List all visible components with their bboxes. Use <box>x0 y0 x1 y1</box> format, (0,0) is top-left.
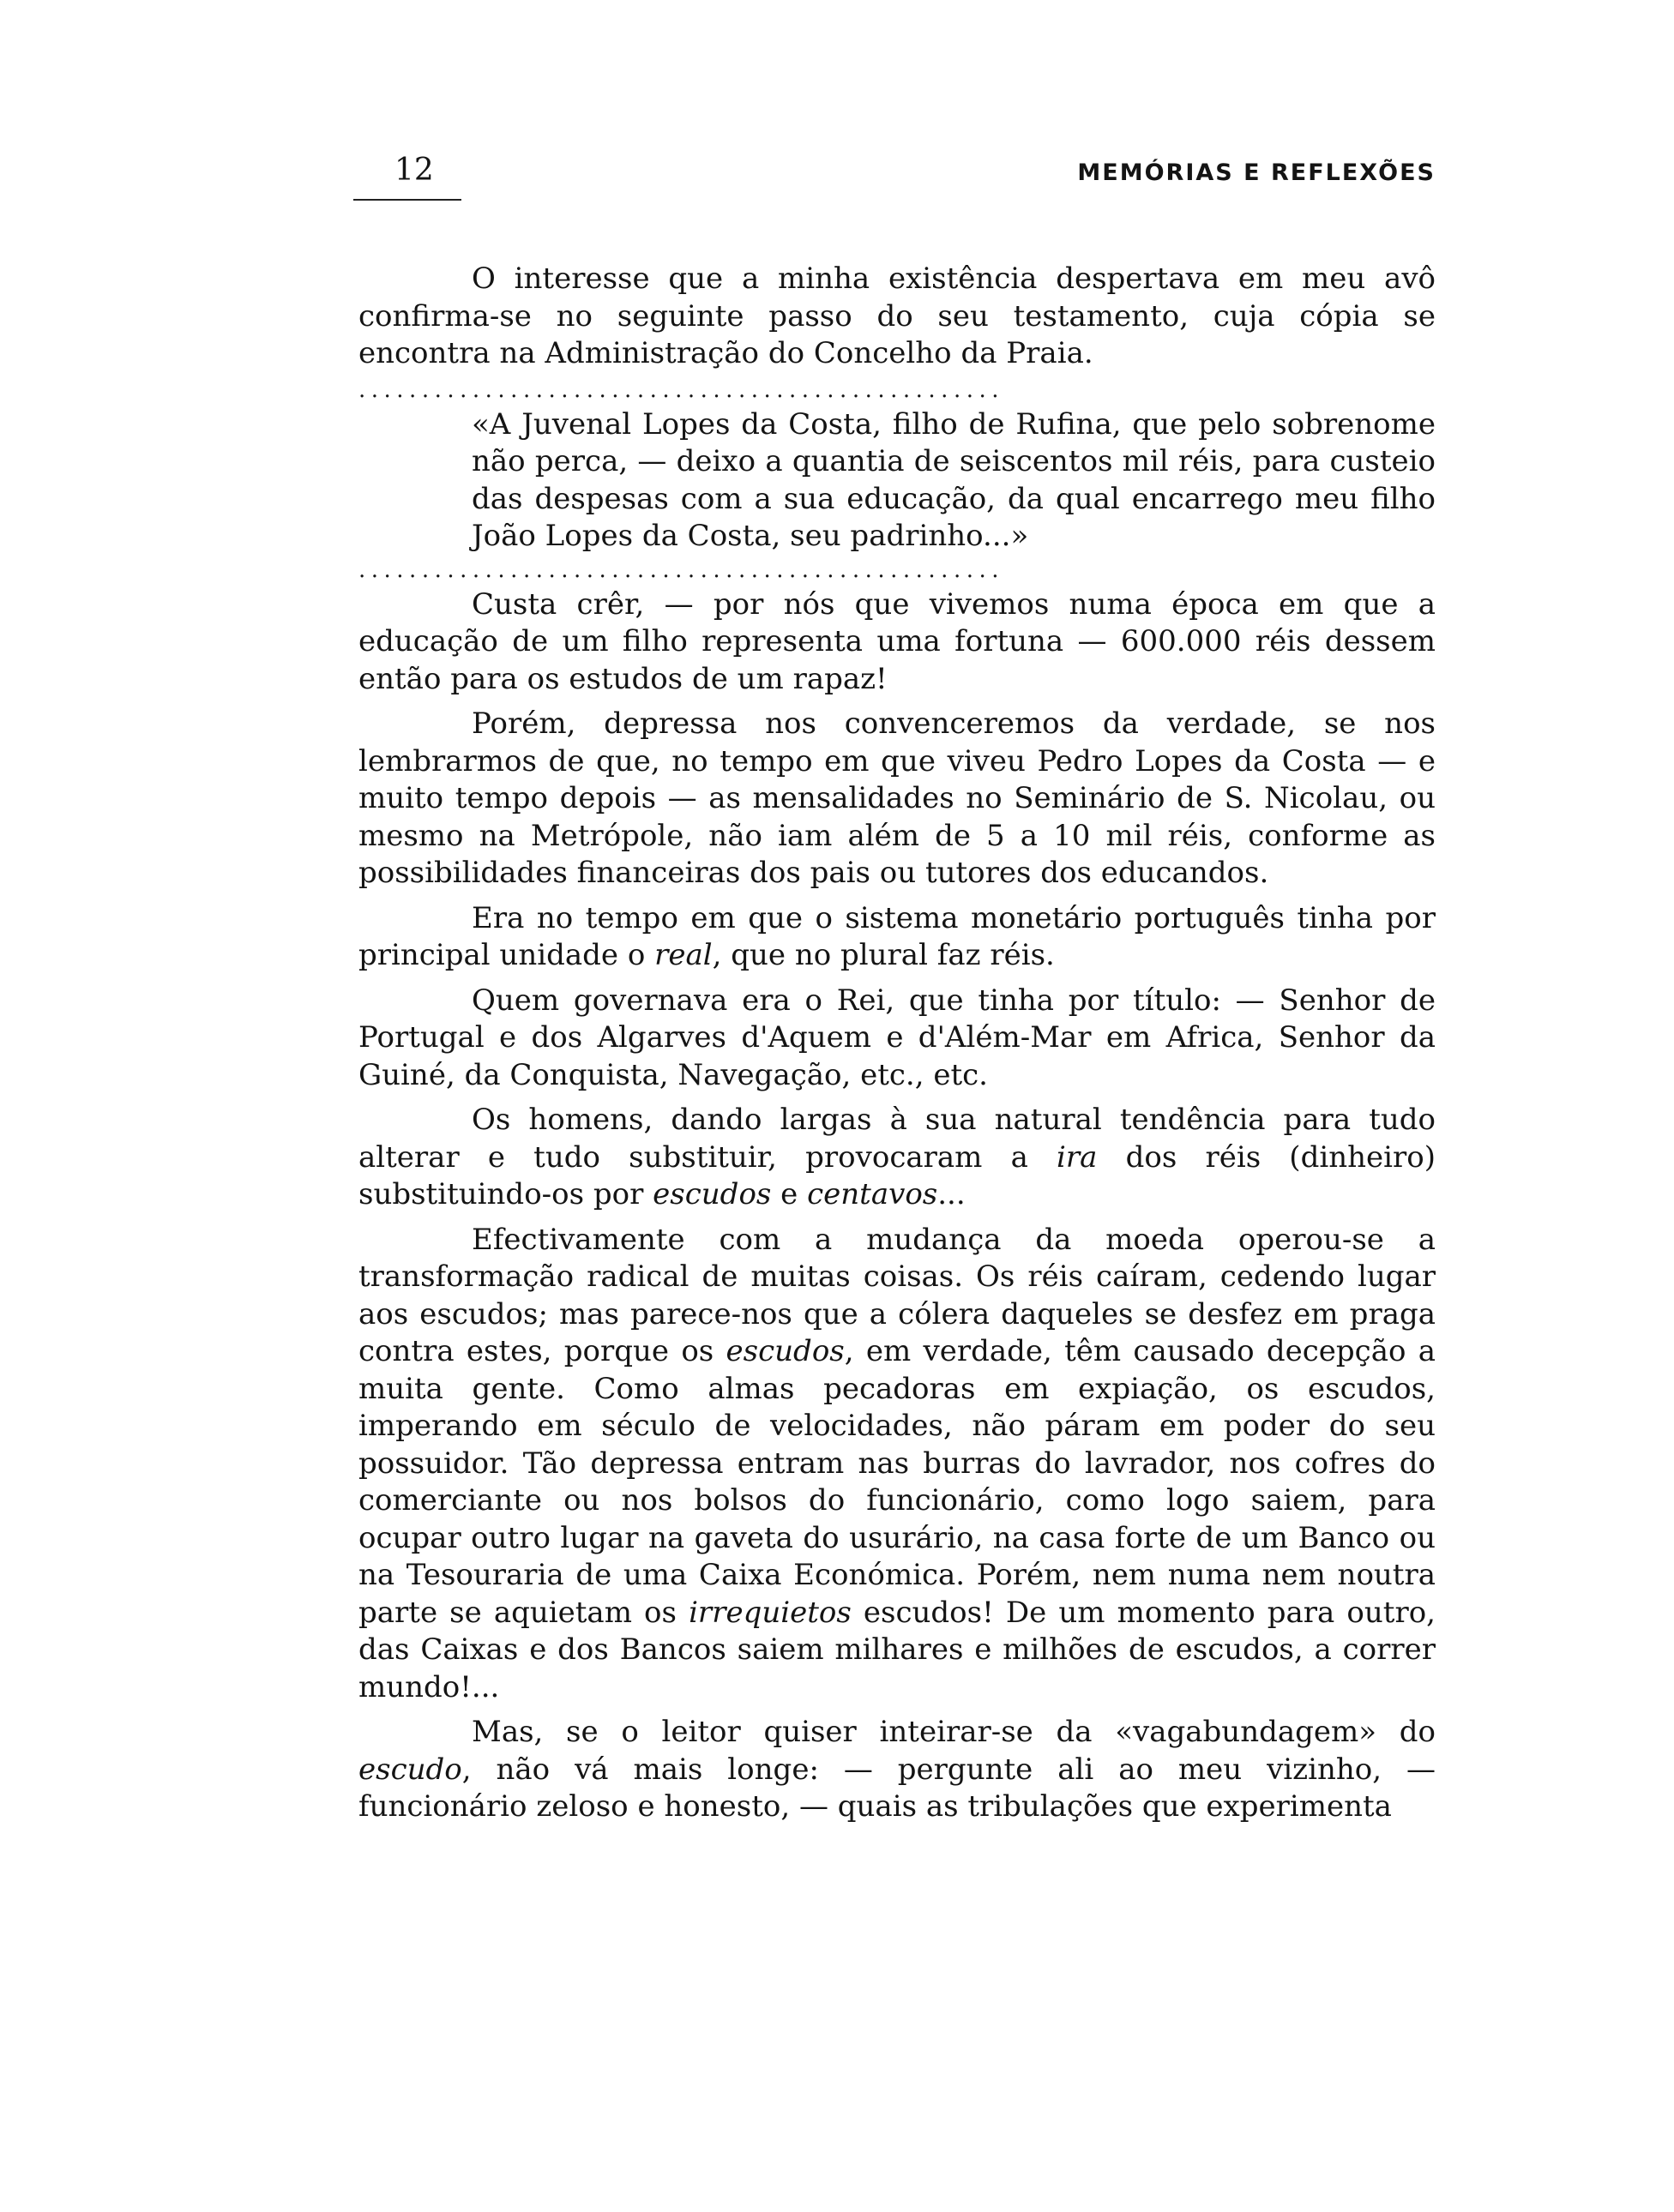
paragraph-1: O interesse que a minha existência despertava em meu avô confirma-se no seguinte passo do seu testamento, cuja cópia se encontra na Administração do Concelho da Praia. <box>358 261 1436 370</box>
paragraph-7-text-a: Efectivamente com a mudança da moeda operou-se a transformação radical de muitas coisas. Os réis caíram, cedendo lugar aos escudos; mas parece-nos que a cólera daqueles se desfez em praga contra estes, porque os <box>358 1222 1436 1368</box>
paragraph-5: Quem governava era o Rei, que tinha por título: — Senhor de Portugal e dos Algarves d'Aquem e d'Além-Mar em Africa, Senhor da Guiné, da Conquista, Navegação, etc., etc. <box>358 983 1436 1092</box>
paragraph-7-text-c: escudos! De um momento para outro, das Caixas e dos Bancos saiem milhares e milhões de escudos, a correr mundo!... <box>358 1595 1436 1704</box>
ellipsis-line-1: ................................................... <box>358 380 1004 400</box>
paragraph-2: Custa crêr, — por nós que vivemos numa época em que a educação de um filho representa uma fortuna — 600.000 réis dessem então para os estudos de um rapaz! <box>358 586 1436 696</box>
page-number-rule <box>353 199 461 201</box>
paragraph-4-text-a: Era no tempo em que o sistema monetário português tinha por principal unidade o <box>358 900 1436 972</box>
paragraph-8-text-a: Mas, se o leitor quiser inteirar-se da «vagabundagem» do <box>472 1715 1436 1749</box>
paragraph-6-text-a: Os homens, dando largas à sua natural tendência para tudo alterar e tudo substituir, provocaram a <box>358 1103 1436 1175</box>
paragraph-6 <box>358 1102 1436 1214</box>
paragraph-6-emphasis-1: ira <box>1057 1139 1098 1175</box>
paragraph-7-emphasis-2: irrequietos <box>689 1595 852 1630</box>
paragraph-7-emphasis-1: escudos <box>726 1334 845 1368</box>
body-text <box>358 261 1436 1834</box>
page-number: 12 <box>394 153 434 188</box>
paragraph-8 <box>358 1714 1436 1826</box>
page-header <box>353 153 1436 204</box>
paragraph-8-text-b: , não vá mais longe: — pergunte ali ao meu vizinho, — funcionário zeloso e honesto, — quais as tribulações que experimenta <box>358 1752 1436 1824</box>
paragraph-4-text-b: , que no plural faz réis. <box>712 938 1055 972</box>
testament-quote: «A Juvenal Lopes da Costa, filho de Rufina, que pelo sobrenome não perca, — deixo a quantia de seiscentos mil réis, para custeio das despesas com a sua educação, da qual encarrego meu filho João Lopes da Costa, seu padrinho...» <box>472 406 1436 553</box>
paragraph-6-text-d: ... <box>937 1177 966 1211</box>
running-title: MEMÓRIAS E REFLEXÕES <box>1077 159 1436 186</box>
paragraph-3: Porém, depressa nos convenceremos da verdade, se nos lembrarmos de que, no tempo em que viveu Pedro Lopes da Costa — e muito tempo depois — as mensalidades no Seminário de S. Nicolau, ou mesmo na Metrópole, não iam além de 5 a 10 mil réis, conforme as possibilidades financeiras dos pais ou tutores dos educandos. <box>358 706 1436 890</box>
paragraph-4-emphasis: real <box>654 938 713 972</box>
paragraph-4 <box>358 900 1436 975</box>
paragraph-8-emphasis: escudo <box>358 1752 462 1787</box>
ellipsis-line-2: ................................................... <box>358 560 1004 580</box>
paragraph-7-text-b: , em verdade, têm causado decepção a muita gente. Como almas pecadoras em expiação, os escudos, imperando em século de velocidades, não páram em poder do seu possuidor. Tão depressa entram nas burras do lavrador, nos cofres do comerciante ou nos bolsos do funcionário, como logo saiem, para ocupar outro lugar na gaveta do usurário, na casa forte de um Banco ou na Tesouraria de uma Caixa Económica. Porém, nem numa nem noutra parte se aquietam os <box>358 1334 1436 1630</box>
paragraph-6-emphasis-3: centavos <box>807 1177 938 1211</box>
paragraph-6-text-c: e <box>771 1177 808 1211</box>
paragraph-7 <box>358 1222 1436 1707</box>
paragraph-6-emphasis-2: escudos <box>653 1177 772 1211</box>
paragraph-6-text-b: dos réis (dinheiro) substituindo-os por <box>358 1139 1436 1211</box>
